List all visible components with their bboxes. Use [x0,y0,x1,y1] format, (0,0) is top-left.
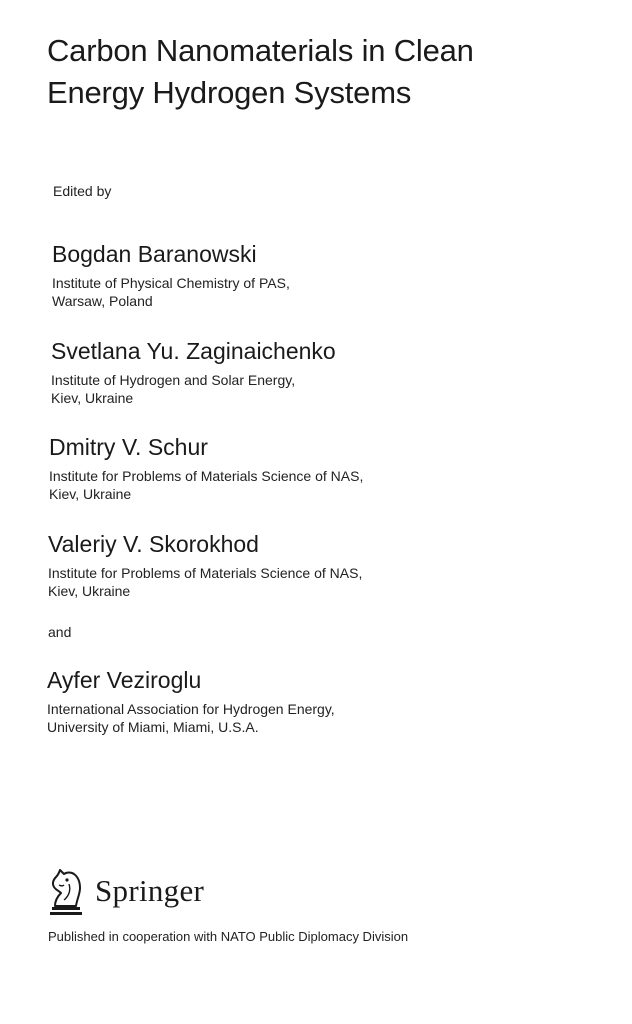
editor-affiliation-line-1: Institute of Hydrogen and Solar Energy, [51,372,296,388]
copublication-note: Published in cooperation with NATO Public Diplomacy Division [48,929,409,944]
editor-affiliation-line-2: Warsaw, Poland [52,293,153,309]
editor-name: Ayfer Veziroglu [47,667,202,693]
editor-entry [52,240,612,310]
book-title-line-1: Carbon Nanomaterials in Clean [47,33,474,68]
editor-affiliation-line-2: Kiev, Ukraine [51,390,134,406]
springer-chess-knight-icon [47,866,85,916]
publisher-imprint [47,866,204,916]
editor-name: Bogdan Baranowski [52,241,257,267]
editor-affiliation-line-1: Institute of Physical Chemistry of PAS, [52,275,290,291]
editor-entry [49,433,609,503]
editor-affiliation-line-2: Kiev, Ukraine [49,486,132,502]
editor-affiliation-line-2: Kiev, Ukraine [48,583,131,599]
editor-affiliation-line-2: University of Miami, Miami, U.S.A. [47,719,259,735]
editor-name: Svetlana Yu. Zaginaichenko [51,338,336,364]
editor-affiliation-line-1: Institute for Problems of Materials Science of NAS, [48,565,363,581]
edited-by-label: Edited by [53,183,112,199]
and-conjunction: and [48,624,72,640]
editor-entry [48,530,608,600]
editor-affiliation-line-1: Institute for Problems of Materials Science of NAS, [49,468,364,484]
book-title-line-2: Energy Hydrogen Systems [47,75,412,110]
editor-affiliation-line-1: International Association for Hydrogen Energy, [47,701,335,717]
editor-name: Valeriy V. Skorokhod [48,531,259,557]
publisher-name: Springer [95,873,205,908]
editor-entry [51,337,611,407]
editor-name: Dmitry V. Schur [49,434,208,460]
book-title [47,30,607,114]
editor-entry [47,666,607,736]
